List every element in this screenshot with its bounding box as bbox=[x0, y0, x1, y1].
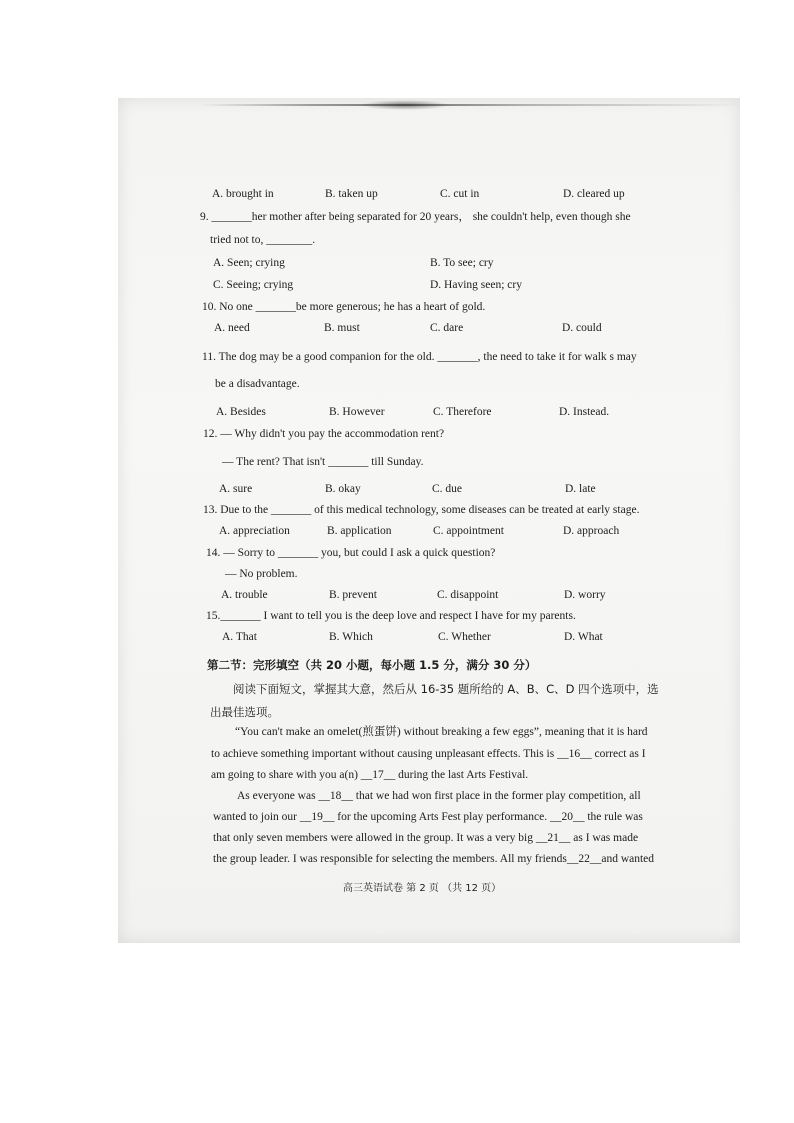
q12-option-b: B. okay bbox=[325, 483, 361, 495]
q14-option-b: B. prevent bbox=[329, 589, 377, 601]
passage-line-2: to achieve something important without causing unpleasant effects. This is __16__ correct as I bbox=[211, 748, 646, 760]
q10-option-c: C. dare bbox=[430, 322, 464, 334]
q11-option-d: D. Instead. bbox=[559, 406, 610, 418]
q8-option-d: D. cleared up bbox=[563, 188, 625, 200]
q14-option-a: A. trouble bbox=[221, 589, 268, 601]
q9-stem-line2: tried not to, ________. bbox=[210, 234, 316, 246]
q13-option-c: C. appointment bbox=[433, 525, 504, 537]
q13-option-a: A. appreciation bbox=[219, 525, 290, 537]
q11-stem-line2: be a disadvantage. bbox=[215, 378, 300, 390]
q14-stem-line2: — No problem. bbox=[225, 568, 298, 580]
q13-stem: 13. Due to the _______ of this medical technology, some diseases can be treated at early stage. bbox=[203, 504, 640, 516]
passage-line-6: that only seven members were allowed in the group. It was a very big __21__ as I was made bbox=[213, 832, 639, 844]
q14-stem-line1: 14. — Sorry to _______ you, but could I ask a quick question? bbox=[206, 547, 496, 559]
q10-option-d: D. could bbox=[562, 322, 602, 334]
q11-option-c: C. Therefore bbox=[433, 406, 492, 418]
q9-stem-line1: 9. _______her mother after being separated for 20 years， she couldn't help, even though she bbox=[200, 211, 631, 223]
q15-option-d: D. What bbox=[564, 631, 603, 643]
q13-option-b: B. application bbox=[327, 525, 392, 537]
passage-line-5: wanted to join our __19__ for the upcoming Arts Fest play performance. __20__ the rule was bbox=[213, 811, 643, 823]
section2-instruction-line1: 阅读下面短文，掌握其大意，然后从 16-35 题所给的 A、B、C、D 四个选项中，选 bbox=[233, 682, 659, 696]
q11-option-a: A. Besides bbox=[216, 406, 266, 418]
q12-stem-line1: 12. — Why didn't you pay the accommodation rent? bbox=[203, 428, 445, 440]
q15-stem: 15._______ I want to tell you is the deep love and respect I have for my parents. bbox=[206, 610, 576, 622]
passage-line-1: “You can't make an omelet(煎蛋饼) without breaking a few eggs”, meaning that it is hard bbox=[235, 726, 648, 738]
passage-line-3: am going to share with you a(n) __17__ during the last Arts Festival. bbox=[211, 769, 529, 781]
q10-option-b: B. must bbox=[324, 322, 360, 334]
q9-option-a: A. Seen; crying bbox=[213, 257, 285, 269]
q15-option-a: A. That bbox=[222, 631, 257, 643]
q13-option-d: D. approach bbox=[563, 525, 620, 537]
q10-stem: 10. No one _______be more generous; he has a heart of gold. bbox=[202, 301, 486, 313]
page-footer: 高三英语试卷 第 2 页 （共 12 页） bbox=[343, 883, 502, 894]
q8-option-b: B. taken up bbox=[325, 188, 378, 200]
section2-title: 第二节：完形填空（共 20 小题，每小题 1.5 分，满分 30 分） bbox=[207, 658, 537, 672]
section2-instruction-line2: 出最佳选项。 bbox=[210, 705, 279, 719]
q9-option-d: D. Having seen; cry bbox=[430, 279, 522, 291]
passage-line-4: As everyone was __18__ that we had won first place in the former play competition, all bbox=[237, 790, 641, 802]
q12-option-c: C. due bbox=[432, 483, 463, 495]
q12-option-d: D. late bbox=[565, 483, 596, 495]
q10-option-a: A. need bbox=[214, 322, 250, 334]
q15-option-c: C. Whether bbox=[438, 631, 491, 643]
q8-option-c: C. cut in bbox=[440, 188, 480, 200]
q12-stem-line2: — The rent? That isn't _______ till Sunday. bbox=[222, 456, 424, 468]
q11-option-b: B. However bbox=[329, 406, 385, 418]
q12-option-a: A. sure bbox=[219, 483, 253, 495]
q8-option-a: A. brought in bbox=[212, 188, 274, 200]
q9-option-c: C. Seeing; crying bbox=[213, 279, 294, 291]
q11-stem-line1: 11. The dog may be a good companion for the old. _______, the need to take it for walk s may bbox=[202, 351, 637, 363]
passage-line-7: the group leader. I was responsible for selecting the members. All my friends__22__and wanted bbox=[213, 853, 655, 865]
q15-option-b: B. Which bbox=[329, 631, 373, 643]
q14-option-d: D. worry bbox=[564, 589, 606, 601]
q9-option-b: B. To see; cry bbox=[430, 257, 494, 269]
q14-option-c: C. disappoint bbox=[437, 589, 499, 601]
